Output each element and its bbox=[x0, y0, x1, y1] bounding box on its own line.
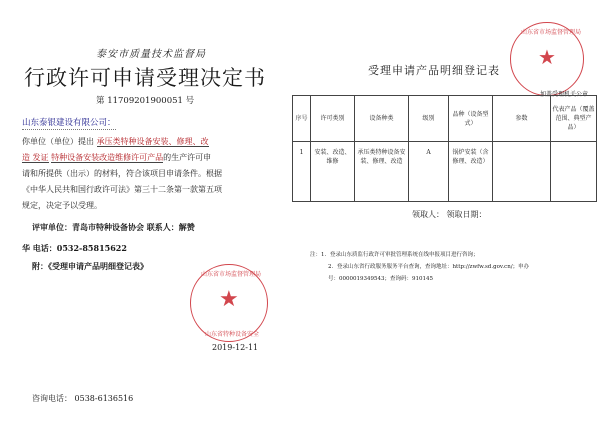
table-row bbox=[293, 142, 597, 202]
body-line-1 bbox=[22, 136, 209, 148]
seal-text: 山东省市场监督管理局 bbox=[201, 271, 262, 278]
header-category: 许可类别 bbox=[311, 96, 355, 142]
body-line-4: 《中华人民共和国行政许可法》第三十二条第一款第五项 bbox=[22, 185, 222, 194]
body-line-5: 规定，决定予以受理。 bbox=[22, 201, 102, 210]
note-line-2: 2．登录山东省行政服务服务平台查询，查询地址：http://zwfw.sd.gov.cn/；申办 bbox=[328, 264, 530, 270]
decision-letter bbox=[0, 0, 292, 437]
header-level: 级别 bbox=[409, 96, 449, 142]
body-line-2 bbox=[22, 152, 211, 164]
license-project: 承压类特种设备安装、修理、改 bbox=[96, 137, 209, 146]
recipient-line: 领取人： 领取日期： bbox=[412, 210, 487, 219]
body-text: 的生产许可申 bbox=[163, 153, 212, 162]
applicant-name: 山东泰银建设有限公司： bbox=[22, 118, 116, 128]
cell-variety: 锅炉安装（含修理、改造） bbox=[449, 142, 493, 202]
header-device-type: 设备种类 bbox=[355, 96, 409, 142]
star-icon: ★ bbox=[219, 287, 239, 312]
issue-date: 2019-12-11 bbox=[212, 343, 259, 352]
cell-category: 安装、改造、维修 bbox=[311, 142, 355, 202]
consult-phone: 咨询电话： 0538-6136516 bbox=[32, 394, 134, 403]
table-header-row bbox=[293, 96, 597, 142]
table-title: 受理申请产品明细登记表 bbox=[368, 64, 500, 77]
note-line-3: 号：0000019349543；查询码：910145 bbox=[328, 276, 433, 282]
document-title: 行政许可申请受理决定书 bbox=[24, 66, 266, 90]
cell-seq: 1 bbox=[293, 142, 311, 202]
cell-level: A bbox=[409, 142, 449, 202]
note-line-1: 注：1．登录山东质监行政许可审批管理系统在线申报项目进行咨询； bbox=[310, 252, 479, 258]
registration-table bbox=[292, 95, 597, 202]
cell-device-type: 承压类特种设备安装、修理、改造 bbox=[355, 142, 409, 202]
license-product: 特种设备安装改造维修许可产品 bbox=[51, 153, 164, 162]
cell-params bbox=[493, 142, 551, 202]
document-number: 第 11709201900051 号 bbox=[96, 96, 195, 106]
star-icon: ★ bbox=[538, 45, 556, 69]
header-params: 参数 bbox=[493, 96, 551, 142]
header-variety: 品种（设备型式） bbox=[449, 96, 493, 142]
attachment-note: 附：《受理申请产品明细登记表》 bbox=[32, 261, 148, 271]
reviewer-phone: 华 电话：0532-85815622 bbox=[22, 243, 127, 253]
header-rep-product: 代表产品（覆盖范围、典型产品） bbox=[551, 96, 597, 142]
seal-text: 山东省市场监督管理局 bbox=[521, 29, 582, 36]
cell-rep-product bbox=[551, 142, 597, 202]
body-line-3: 请和所提供（出示）的材料，符合该项目申请条件。根据 bbox=[22, 169, 222, 178]
table-subtitle: 加盖受理机关公章 bbox=[540, 91, 589, 98]
reviewer-info: 评审单位：青岛市特种设备协会 联系人：解赞 bbox=[32, 222, 195, 232]
seal-text-lower: 山东省特种设备安全 bbox=[205, 331, 260, 338]
issuer-name: 泰安市质量技术监督局 bbox=[96, 49, 206, 60]
header-seq: 序号 bbox=[293, 96, 311, 142]
license-project-cont: 造 发证 bbox=[22, 153, 49, 162]
product-registration-form bbox=[292, 0, 600, 437]
official-seal-right bbox=[510, 22, 584, 96]
body-text: 你单位（单位）提出 bbox=[22, 137, 94, 146]
official-seal bbox=[190, 264, 268, 342]
